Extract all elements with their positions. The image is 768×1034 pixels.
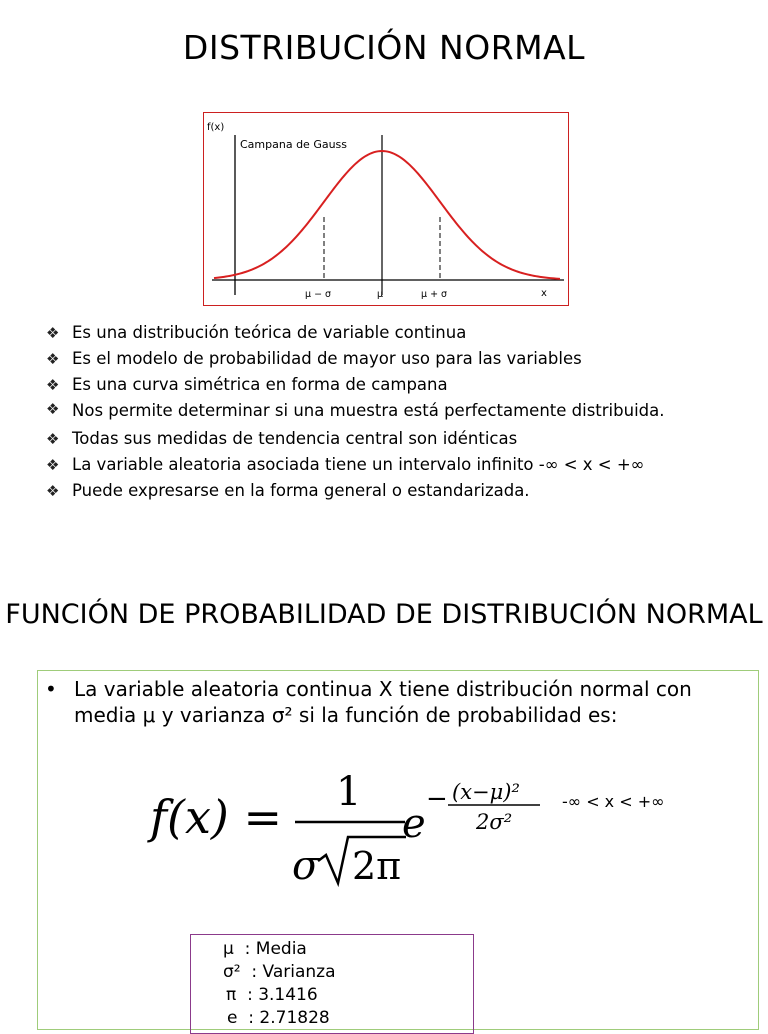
definition-text: • La variable aleatoria continua X tiene distribución normal con media μ y varianza σ² si la función de probabilidad es: [45,677,692,727]
properties-list [46,320,746,504]
diamond-bullet-icon: ❖ [46,456,60,474]
diamond-bullet-icon: ❖ [46,350,60,368]
diamond-bullet-icon: ❖ [46,376,60,394]
legend-row-mu: μ : Media [223,939,307,959]
tick-mu: μ [377,289,384,300]
curve-label: Campana de Gauss [240,138,348,151]
formula-numerator: 1 [336,769,362,815]
page-title: DISTRIBUCIÓN NORMAL [182,28,586,67]
section-title: FUNCIÓN DE PROBABILIDAD DE DISTRIBUCIÓN NORMAL [5,599,763,630]
list-item: ❖ Es el modelo de probabilidad de mayor uso para las variables [46,346,746,372]
gauss-curve-plot [204,113,570,307]
list-item: ❖ Es una curva simétrica en forma de campana [46,372,746,398]
diamond-bullet-icon: ❖ [46,400,60,418]
formula-base: e [402,801,426,847]
legend-box [190,934,474,1034]
bullet-icon: • [45,677,57,701]
gauss-figure [203,112,569,306]
legend-row-pi: π : 3.1416 [226,985,318,1005]
list-item: ❖ Nos permite determinar si una muestra está perfectamente distribuida. [46,400,665,420]
formula-sigma: σ [292,843,320,889]
diamond-bullet-icon: ❖ [46,324,60,342]
formula-exp-denominator: 2σ² [476,810,513,834]
formula-exp-numerator: (x−μ)² [452,780,520,804]
range-note: -∞ < x < +∞ [562,792,665,811]
legend-row-e: e : 2.71828 [227,1008,330,1028]
list-item: ❖ Es una distribución teórica de variable continua [46,320,746,346]
list-item: ❖ La variable aleatoria asociada tiene un intervalo infinito -∞ < x < +∞ [46,452,746,478]
formula-exp-sign: − [426,784,448,814]
y-axis-label: f(x) [207,122,225,133]
diamond-bullet-icon: ❖ [46,482,60,500]
tick-minus-sigma: μ − σ [305,289,332,300]
tick-plus-sigma: μ + σ [421,289,448,300]
x-axis-label: x [541,288,547,299]
list-item: ❖ Puede expresarse en la forma general o estandarizada. [46,478,746,504]
list-item: ❖ Todas sus medidas de tendencia central son idénticas [46,426,746,452]
diamond-bullet-icon: ❖ [46,430,60,448]
formula-root: 2π [352,844,402,888]
formula-lhs: f(x) = [150,790,283,844]
legend-row-variance: σ² : Varianza [223,962,336,982]
normal-pdf-formula [140,755,560,895]
bell-curve [214,151,560,279]
